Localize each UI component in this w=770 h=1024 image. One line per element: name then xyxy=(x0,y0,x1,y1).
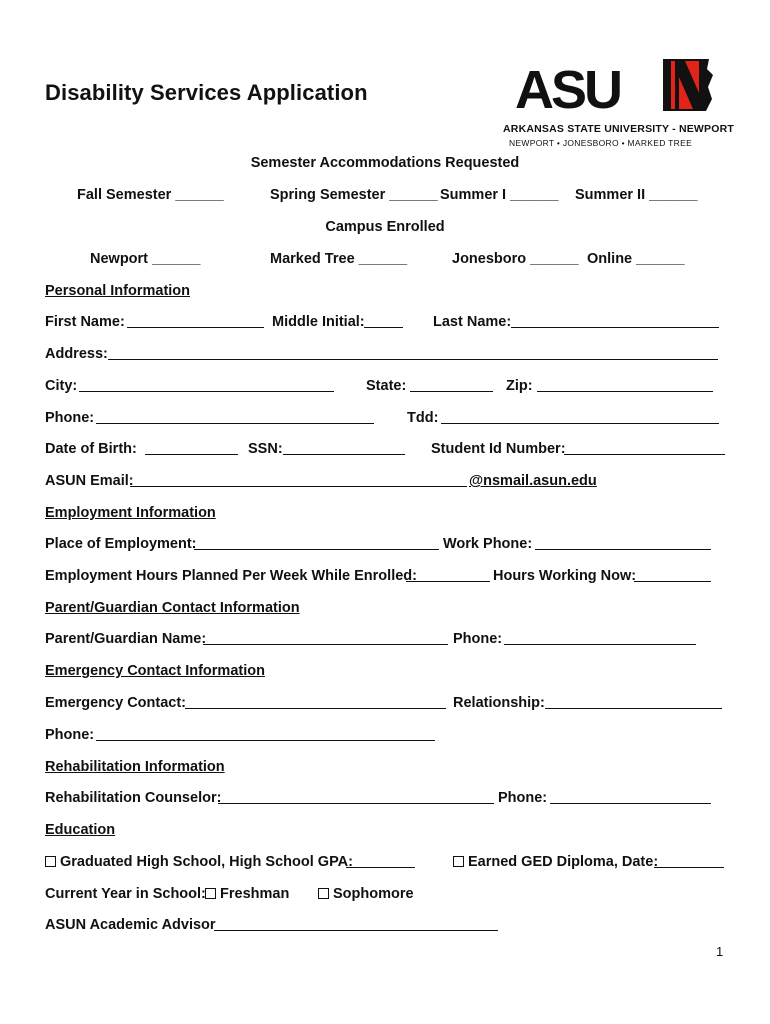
work-phone-label: Work Phone: xyxy=(443,536,533,552)
dob-label: Date of Birth: xyxy=(45,441,137,457)
tdd-label: Tdd: xyxy=(407,410,439,426)
middle-initial-field[interactable] xyxy=(364,327,403,328)
page-number: 1 xyxy=(716,944,724,959)
jonesboro-field[interactable]: Jonesboro ______ xyxy=(452,251,579,267)
state-label: State: xyxy=(366,378,407,394)
logo-university-name: ARKANSAS STATE UNIVERSITY - NEWPORT xyxy=(503,123,735,135)
parent-name-label: Parent/Guardian Name: xyxy=(45,631,207,647)
ssn-label: SSN: xyxy=(248,441,283,457)
freshman-option[interactable] xyxy=(205,886,289,902)
emergency-heading: Emergency Contact Information xyxy=(45,663,265,679)
parent-name-field[interactable] xyxy=(203,644,448,645)
ged-checkbox[interactable] xyxy=(453,856,464,867)
sophomore-checkbox[interactable] xyxy=(318,888,329,899)
sophomore-label: Sophomore xyxy=(333,886,414,902)
place-of-employment-label: Place of Employment: xyxy=(45,536,197,552)
newport-field[interactable]: Newport ______ xyxy=(90,251,201,267)
gpa-field[interactable] xyxy=(346,867,415,868)
page-title: Disability Services Application xyxy=(45,80,368,105)
graduated-checkbox[interactable] xyxy=(45,856,56,867)
phone-label: Phone: xyxy=(45,410,95,426)
marked-tree-field[interactable]: Marked Tree ______ xyxy=(270,251,408,267)
logo-campuses: NEWPORT • JONESBORO • MARKED TREE xyxy=(509,138,693,148)
emergency-phone-label: Phone: xyxy=(45,727,95,743)
spring-semester-field[interactable]: Spring Semester ______ xyxy=(270,187,438,203)
phone-field[interactable] xyxy=(96,423,374,424)
rehab-counselor-field[interactable] xyxy=(218,803,494,804)
parent-heading: Parent/Guardian Contact Information xyxy=(45,600,300,616)
graduated-label: Graduated High School, High School GPA: xyxy=(60,854,353,870)
svg-text:ASU: ASU xyxy=(515,60,621,119)
first-name-field[interactable] xyxy=(127,327,264,328)
parent-phone-label: Phone: xyxy=(453,631,503,647)
zip-field[interactable] xyxy=(537,391,713,392)
state-field[interactable] xyxy=(410,391,493,392)
email-field[interactable] xyxy=(130,486,467,487)
last-name-label: Last Name: xyxy=(433,314,512,330)
hours-planned-field[interactable] xyxy=(406,581,490,582)
student-id-field[interactable] xyxy=(564,454,725,455)
fall-semester-field[interactable]: Fall Semester ______ xyxy=(77,187,224,203)
relationship-field[interactable] xyxy=(545,708,722,709)
rehab-phone-field[interactable] xyxy=(550,803,711,804)
hours-now-field[interactable] xyxy=(634,581,711,582)
ged-label: Earned GED Diploma, Date: xyxy=(468,854,659,870)
campus-heading: Campus Enrolled xyxy=(325,219,445,235)
freshman-checkbox[interactable] xyxy=(205,888,216,899)
asun-logo-mark xyxy=(503,55,725,119)
academic-advisor-field[interactable] xyxy=(214,930,498,931)
employment-heading: Employment Information xyxy=(45,505,216,521)
emergency-contact-label: Emergency Contact: xyxy=(45,695,187,711)
summer2-field[interactable]: Summer II ______ xyxy=(575,187,698,203)
rehab-phone-label: Phone: xyxy=(498,790,548,806)
summer1-field[interactable]: Summer I ______ xyxy=(440,187,559,203)
hours-now-label: Hours Working Now: xyxy=(493,568,637,584)
emergency-contact-field[interactable] xyxy=(185,708,446,709)
personal-info-heading: Personal Information xyxy=(45,283,191,299)
ged-option[interactable] xyxy=(453,854,658,870)
current-year-label: Current Year in School: xyxy=(45,886,206,902)
graduated-option[interactable] xyxy=(45,854,353,870)
relationship-label: Relationship: xyxy=(453,695,545,711)
address-field[interactable] xyxy=(108,359,718,360)
rehab-heading: Rehabilitation Information xyxy=(45,759,225,775)
city-label: City: xyxy=(45,378,78,394)
city-field[interactable] xyxy=(79,391,334,392)
dob-field[interactable] xyxy=(145,454,238,455)
semester-heading: Semester Accommodations Requested xyxy=(250,155,520,171)
tdd-field[interactable] xyxy=(441,423,719,424)
last-name-field[interactable] xyxy=(511,327,719,328)
education-heading: Education xyxy=(45,822,116,838)
place-of-employment-field[interactable] xyxy=(194,549,439,550)
first-name-label: First Name: xyxy=(45,314,125,330)
parent-phone-field[interactable] xyxy=(504,644,696,645)
rehab-counselor-label: Rehabilitation Counselor: xyxy=(45,790,222,806)
student-id-label: Student Id Number: xyxy=(431,441,566,457)
email-label: ASUN Email: xyxy=(45,473,134,489)
emergency-phone-field[interactable] xyxy=(96,740,435,741)
email-domain: @nsmail.asun.edu xyxy=(469,473,597,489)
online-field[interactable]: Online ______ xyxy=(587,251,685,267)
asun-logo xyxy=(503,55,735,151)
academic-advisor-label: ASUN Academic Advisor xyxy=(45,917,216,933)
zip-label: Zip: xyxy=(506,378,533,394)
address-label: Address: xyxy=(45,346,108,362)
hours-planned-label: Employment Hours Planned Per Week While Enrolled: xyxy=(45,568,417,584)
ssn-field[interactable] xyxy=(283,454,405,455)
ged-date-field[interactable] xyxy=(654,867,724,868)
sophomore-option[interactable] xyxy=(318,886,414,902)
middle-initial-label: Middle Initial: xyxy=(272,314,365,330)
freshman-label: Freshman xyxy=(220,886,290,902)
work-phone-field[interactable] xyxy=(535,549,711,550)
